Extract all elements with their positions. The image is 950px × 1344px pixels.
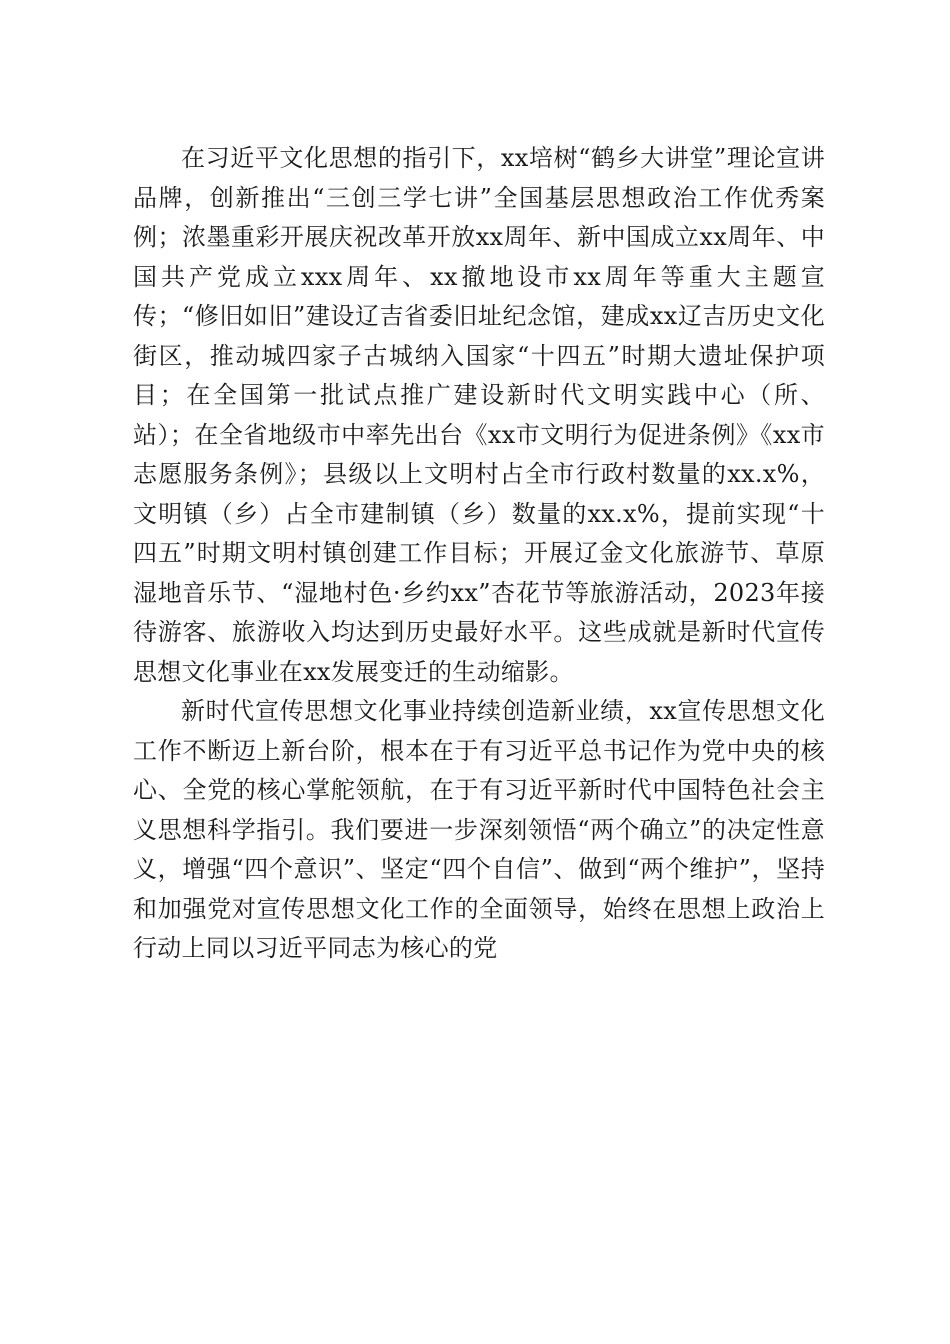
document-body — [133, 139, 825, 969]
paragraph-1: 在习近平文化思想的指引下，xx培树“鹤乡大讲堂”理论宣讲品牌，创新推出“三创三学七讲”全国基层思想政治工作优秀案例；浓墨重彩开展庆祝改革开放xx周年、新中国成立xx周年、中国共产党成立xxx周年、xx撤地设市xx周年等重大主题宣传；“修旧如旧”建设辽吉省委旧址纪念馆，建成xx辽吉历史文化街区，推动城四家子古城纳入国家“十四五”时期大遗址保护项目；在全国第一批试点推广建设新时代文明实践中心（所、站）；在全省地级市中率先出台《xx市文明行为促进条例》《xx市志愿服务条例》；县级以上文明村占全市行政村数量的xx.x%，文明镇（乡）占全市建制镇（乡）数量的xx.x%，提前实现“十四五”时期文明村镇创建工作目标；开展辽金文化旅游节、草原湿地音乐节、“湿地村色·乡约xx”杏花节等旅游活动，2023年接待游客、旅游收入均达到历史最好水平。这些成就是新时代宣传思想文化事业在xx发展变迁的生动缩影。 — [133, 144, 825, 686]
paragraph-2: 新时代宣传思想文化事业持续创造新业绩，xx宣传思想文化工作不断迈上新台阶，根本在于有习近平总书记作为党中央的核心、全党的核心掌舵领航，在于有习近平新时代中国特色社会主义思想科学指引。我们要进一步深刻领悟“两个确立”的决定性意义，增强“四个意识”、坚定“四个自信”、做到“两个维护”，坚持和加强党对宣传思想文化工作的全面领导，始终在思想上政治上行动上同以习近平同志为核心的党 — [133, 697, 825, 962]
